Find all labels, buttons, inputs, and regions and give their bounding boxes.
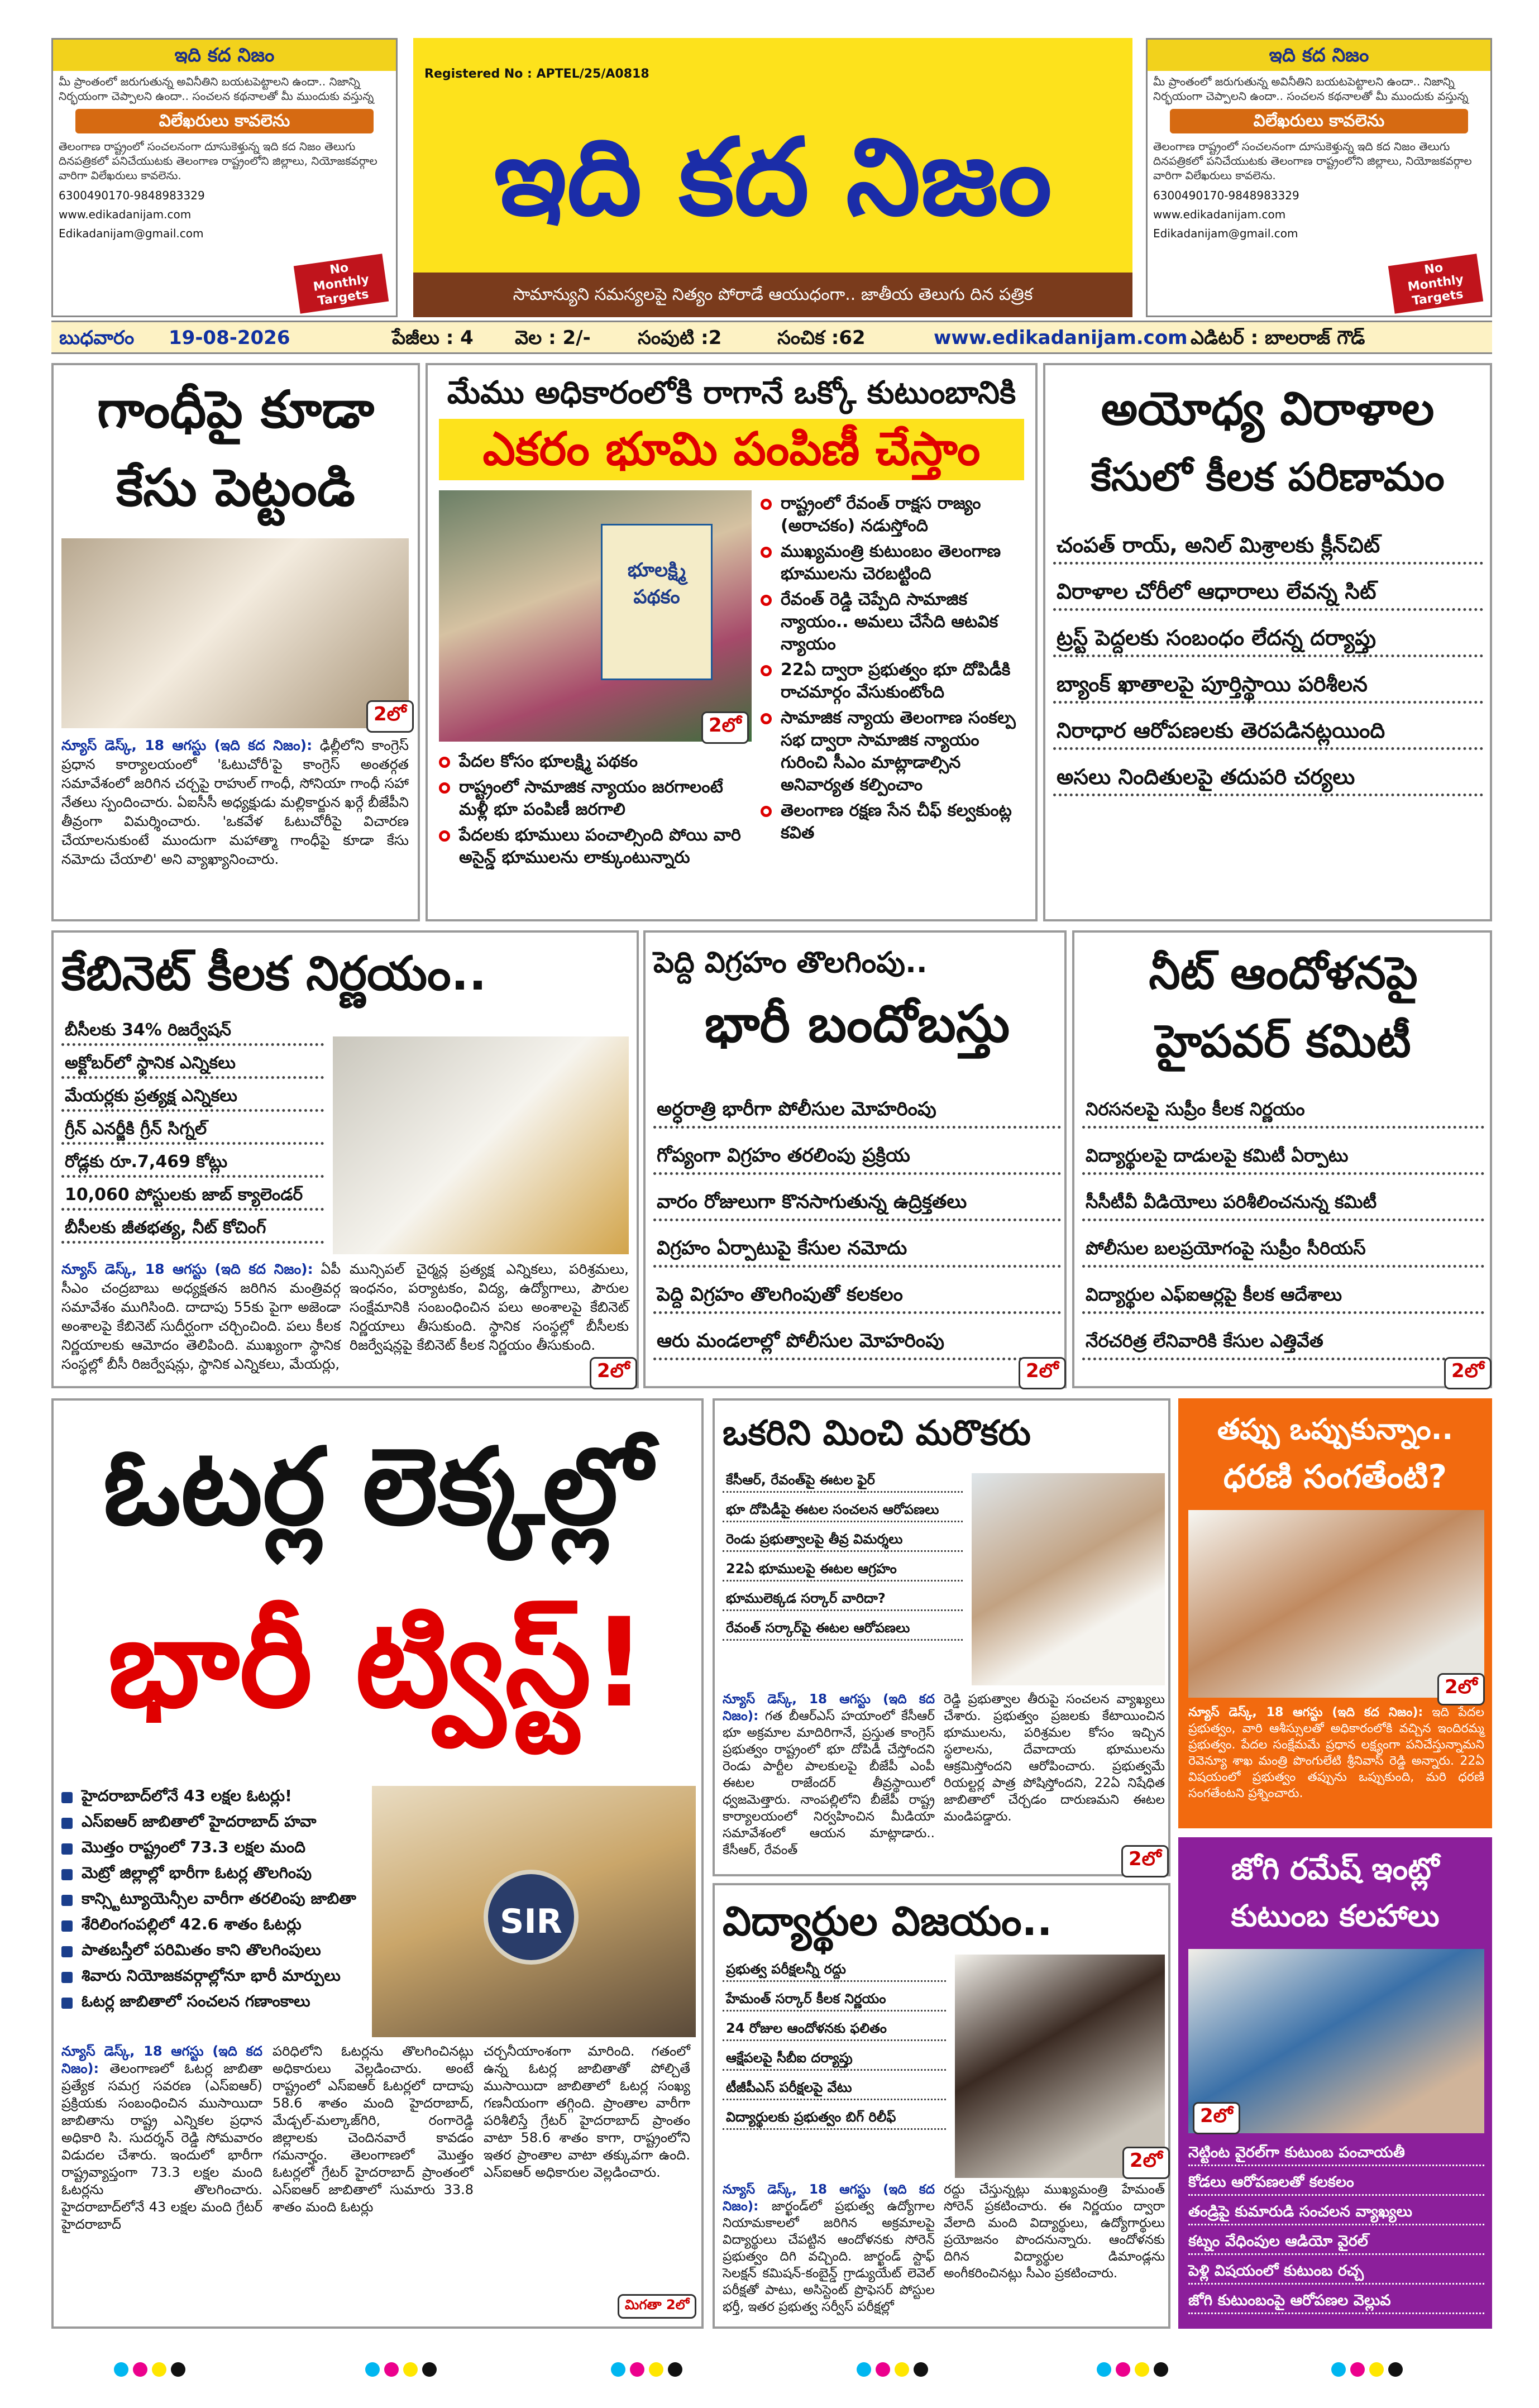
story-line: సీసీటీవీ వీడియోలు పరిశీలించనున్న కమిటీ <box>1082 1184 1484 1221</box>
info-pages: పేజీలు : 4 <box>392 327 474 349</box>
page-ref-badge: 2లో <box>590 1357 637 1389</box>
story-line: అర్ధరాత్రి భారీగా పోలీసుల మోహరింపు <box>653 1091 1061 1129</box>
masthead <box>413 38 1132 317</box>
story9-headline: విద్యార్థుల విజయం.. <box>723 1898 1053 1944</box>
page-ref-badge: మిగతా 2లో <box>618 2294 696 2319</box>
story-line: ఆక్షేపలపై సీబీఐ దర్యాప్తు <box>723 2046 946 2071</box>
info-issue: సంచిక :62 <box>777 327 866 349</box>
ad-email: Edikadanijam@gmail.com <box>59 227 204 240</box>
story2-kicker: మేము అధికారంలోకి రాగానే ఒక్కో కుటుంబానికి <box>447 375 1016 411</box>
story-etala <box>713 1398 1170 1876</box>
story8-headline: ఒకరిని మించి మరొకరు <box>723 1412 1031 1453</box>
cmyk-dots <box>1329 2362 1405 2379</box>
story-line: రెండు ప్రభుత్వాలపై తీవ్ర విమర్శలు <box>723 1527 963 1552</box>
story9-points <box>723 1957 946 2134</box>
story-ayodhya <box>1043 363 1492 921</box>
dateline: న్యూస్ డెస్క్, 18 ఆగస్టు (ఇది కద నిజం): <box>61 1261 313 1277</box>
cmyk-dots <box>363 2362 439 2379</box>
story-line: రేవంత్ సర్కార్‌పై ఈటల ఆరోపణలు <box>723 1616 963 1641</box>
story-line: రోడ్లకు రూ.7,469 కోట్లు <box>61 1148 324 1178</box>
bullet-item: సామాజిక న్యాయ తెలంగాణ సంకల్ప సభ ద్వారా సామాజిక న్యాయం గురించి సీఎం మాట్లాడాల్సిన అనివార్యత కల్పించాం <box>761 707 1029 796</box>
info-bar <box>51 321 1492 354</box>
ad-email: Edikadanijam@gmail.com <box>1153 227 1298 240</box>
info-volume: సంపుటి :2 <box>638 327 722 349</box>
story7-headline-2: భారీ ట్విస్ట్! <box>108 1592 647 1735</box>
story-line: నిరాధార ఆరోపణలకు తెరపడినట్లయింది <box>1053 713 1483 750</box>
story-line: అసలు నిందితులపై తదుపరి చర్యలు <box>1053 759 1483 796</box>
story11-lines <box>1188 2141 1484 2319</box>
story1-body-text: ఢిల్లీలోని కాంగ్రెస్ ప్రధాన కార్యాలయంలో 'ఓటుచోరీ'పై కాంగ్రెస్ అంతర్గత సమావేశంలో జరిగిన చర్చపై రాహుల్ గాంధీ, సోనియా గాంధీ సహా నేతలు స్పందించారు. ఏఐసీసీ అధ్యక్షుడు మల్లికార్జున ఖర్గే బీజేపీని తీవ్రంగా విమర్శించారు. 'ఒకవేళ ఓటుచోరీపై విచారణ చేయాలనుకుంటే ముందుగా మహాత్మా గాంధీపై కూడా కేసు నమోదు చేయాలి' అని వ్యాఖ్యానించారు. <box>61 737 409 867</box>
story7-col3: చర్చనీయాంశంగా మారింది. గతంలో ఉన్న ఓటర్ల జాబితాతో పోల్చితే ముసాయిదా జాబితాలో ఓటర్ల సంఖ్య గణనీయంగా తగ్గింది. ప్రాంతాల వారీగా పరిశీలిస్తే గ్రేటర్ హైదరాబాద్ ప్రాంతం వాటా 58.6 శాతం కాగా, రాష్ట్రంలోని ఇతర ప్రాంతాల వాటా తక్కువగా ఉంది. ఎస్ఐఆర్ అధికారుల వెల్లడించారు. <box>484 2043 690 2180</box>
ad-hire: విలేఖరులు కావలెను <box>1170 109 1468 133</box>
bullet-item: పాతబస్తీలో పరిమితం కాని తొలగింపులు <box>61 1940 363 1960</box>
story-line: విద్యార్థుల ఎఫ్ఐఆర్లపై కీలక ఆదేశాలు <box>1082 1277 1484 1314</box>
story-line: విద్యార్థులపై దాడులపై కమిటీ ఏర్పాటు <box>1082 1138 1484 1175</box>
bullet-item: ముఖ్యమంత్రి కుటుంబం తెలంగాణ భూములను చెరబట్టింది <box>761 541 1029 585</box>
story3-headline-1: అయోధ్య విరాళాల <box>1101 383 1435 436</box>
story-line: హేమంత్ సర్కార్ కీలక నిర్ణయం <box>723 1986 946 2012</box>
story-line: పెద్ది విగ్రహం తొలగింపుతో కలకలం <box>653 1277 1061 1314</box>
poster: భూలక్ష్మి పథకం <box>601 524 713 680</box>
masthead-tagline: సామాన్యుని సమస్యలపై నిత్యం పోరాడే ఆయుధంగా.. జాతీయ తెలుగు దిన పత్రిక <box>413 273 1132 317</box>
story7-graphic <box>372 1786 696 2037</box>
story-line: విద్యార్థులకు ప్రభుత్వం బిగ్ రిలీఫ్ <box>723 2105 946 2130</box>
ad-intro: మీ ప్రాంతంలో జరుగుతున్న అవినీతిని బయటపెట్టాలని ఉందా.. నిజాన్ని నిర్భయంగా చెప్పాలని ఉందా.. సంచలన కథనాలతో మీ ముందుకు వస్తున్న <box>1153 75 1469 103</box>
story-line: బీసీలకు 34% రిజర్వేషన్ <box>61 1016 324 1046</box>
story-line: నెట్టింట వైరల్‌గా కుటుంబ పంచాయతీ <box>1188 2141 1484 2166</box>
story10-body-text: ఇది పేదల ప్రభుత్వం, వారి ఆశీస్సులతో అధికారంలోకి వచ్చిన ఇందిరమ్మ ప్రభుత్వం. పేదల సంక్షేమమే ప్రధాన లక్ష్యంగా పనిచేస్తున్నామని రెవెన్యూ శాఖ మంత్రి పొంగులేటి శ్రీనివాస్ రెడ్డి అన్నారు. 22ఏ విషయంలో ప్రభుత్వం తప్పును ఒప్పుకుంది, మరి ధరణి సంగతేంటని ప్రశ్నించారు. <box>1188 1705 1484 1800</box>
sir-logo: SIR <box>484 1870 579 1965</box>
bullet-item: పేదలకు భూములు పంచాల్సింది పోయి వారి అసైన్డ్ భూములను లాక్కుంటున్నారు <box>439 824 752 869</box>
story8-col2: రెడ్డి ప్రభుత్వాల తీరుపై సంచలన వ్యాఖ్యలు చేశారు. ప్రభుత్వం ప్రజలకు కేటాయించిన భూములను, పరిశ్రమల కోసం ఇచ్చిన స్థలాలను, దేవాదాయ భూములను ఆక్రమిస్తోందని ఆరోపించారు. ప్రభుత్వమే రియల్టర్ల పాత్ర పోషిస్తోందని, 22ఏ నిషేధిత జాబితాలో చేర్చడం దారుణమని ఈటల మండిపడ్డారు. <box>944 1692 1165 1824</box>
story-line: టీజీపీఎస్ పరీక్షలపై వేటు <box>723 2075 946 2100</box>
story4-headline: కేబినెట్ కీలక నిర్ణయం.. <box>61 946 487 1001</box>
story5-kicker: పెద్ది విగ్రహం తొలగింపు.. <box>653 946 928 980</box>
story2-bullets <box>761 493 1029 848</box>
story10-photo <box>1188 1510 1484 1698</box>
print-registration-marks <box>0 2357 1539 2390</box>
story-line: విగ్రహం ఏర్పాటుపై కేసుల నమోదు <box>653 1230 1061 1268</box>
ad-website: www.edikadanijam.com <box>1153 208 1286 221</box>
story9-photo <box>955 1955 1165 2178</box>
bullet-item: మొత్తం రాష్ట్రంలో 73.3 లక్షల మంది <box>61 1837 363 1857</box>
story-line: పెళ్లి విషయంలో కుటుంబ రచ్చ <box>1188 2259 1484 2285</box>
story-line: గోప్యంగా విగ్రహం తరలింపు ప్రక్రియ <box>653 1138 1061 1175</box>
cmyk-dots <box>609 2362 685 2379</box>
story-line: బీసీలకు జీతభత్య, నీట్ కోచింగ్ <box>61 1214 324 1244</box>
story6-lines <box>1082 1091 1484 1369</box>
story9-col2: రద్దు చేస్తున్నట్లు ముఖ్యమంత్రి హేమంత్ సోరెన్ ప్రకటించారు. ఈ నిర్ణయం ద్వారా వేలాది మంది విద్యార్థులు, ఉద్యోగార్థులు ప్రయోజనం పొందనున్నారు. ఆందోళనకు దిగిన విద్యార్థుల డిమాండ్లను అంగీకరించినట్లు సీఎం ప్రకటించారు. <box>944 2182 1165 2281</box>
ad-intro: మీ ప్రాంతంలో జరుగుతున్న అవినీతిని బయటపెట్టాలని ఉందా.. నిజాన్ని నిర్భయంగా చెప్పాలని ఉందా.. సంచలన కథనాలతో మీ ముందుకు వస్తున్న <box>59 75 374 103</box>
story9-col1-text: జార్ఖండ్‌లో ప్రభుత్వ ఉద్యోగాల నియామకాలలో జరిగిన అక్రమాలపై విద్యార్థులు చేపట్టిన ఆందోళనకు సోరెన్ ప్రభుత్వం దిగి వచ్చింది. జార్ఖండ్ స్టాఫ్ సెలక్షన్ కమిషన్-కంబైన్డ్ గ్రాడ్యుయేట్ లెవెల్ పరీక్షతో పాటు, అసిస్టెంట్ ప్రొఫెసర్ పోస్టుల భర్తీ, ఇతర ప్రభుత్వ సర్వీస్ పరీక్షల్లో <box>723 2199 935 2314</box>
bullet-item: ఓటర్ల జాబితాలో సంచలన గణాంకాలు <box>61 1991 363 2012</box>
story11-headline-1: జోగి రమేష్ ఇంట్లో <box>1231 1851 1440 1886</box>
story4-points <box>61 1016 324 1247</box>
story8-col1-text: గత బీఆర్ఎస్ హయాంలో కేసీఆర్ భూ అక్రమాల మాదిరిగానే, ప్రస్తుత కాంగ్రెస్ ప్రభుత్వం రాష్ట్రంలో భూ దోపిడీ చేస్తోందని రెండు పార్టీల పాలకులపై బీజేపీ ఎంపీ ఈటల రాజేందర్ తీవ్రస్థాయిలో ధ్వజమెత్తారు. నాంపల్లిలోని బీజేపీ రాష్ట్ర కార్యాలయంలో నిర్వహించిన మీడియా సమావేశంలో ఆయన మాట్లాడారు.. కేసీఆర్, రేవంత్ <box>723 1709 935 1857</box>
story-line: చంపత్ రాయ్, అనిల్ మిశ్రాలకు క్లీన్‌చిట్ <box>1053 527 1483 565</box>
page-ref-badge: 2లో <box>1121 1845 1169 1877</box>
story-line: కేసీఆర్, రేవంత్‌పై ఈటల ఫైర్ <box>723 1468 963 1493</box>
ad-target-badge: No Monthly Targets <box>294 254 389 313</box>
story-line: మేయర్లకు ప్రత్యక్ష ఎన్నికలు <box>61 1082 324 1112</box>
story2-photo <box>439 490 752 742</box>
story6-headline-1: నీట్ ఆందోళనపై <box>1149 947 1418 999</box>
story10-headline-2: ధరణి సంగతేంటి? <box>1223 1458 1447 1496</box>
page-ref-badge: 2లో <box>1444 1357 1492 1389</box>
story-cabinet <box>51 930 639 1388</box>
masthead-title: ఇది కద నిజం <box>494 116 1052 239</box>
story-line: నేరచరిత్ర లేనివారికి కేసుల ఎత్తివేత <box>1082 1323 1484 1360</box>
story7-col1 <box>61 2043 262 2233</box>
info-price: వెల : 2/- <box>515 327 591 349</box>
story-statue <box>643 930 1067 1388</box>
page-ref-badge: 2లో <box>701 711 749 744</box>
story-line: తండ్రిపై కుమారుడి సంచలన వ్యాఖ్యలు <box>1188 2200 1484 2225</box>
story5-headline: భారీ బందోబస్తు <box>704 994 1010 1054</box>
story7-headline-1: ఓటర్ల లెక్కల్లో <box>103 1425 652 1549</box>
story11-headline-2: కుటుంబ కలహాలు <box>1231 1898 1440 1933</box>
story-line: విరాళాల చోరీలో ఆధారాలు లేవన్న సిట్ <box>1053 574 1483 611</box>
ad-brand: ఇది కద నిజం <box>53 40 396 71</box>
cmyk-dots <box>1094 2362 1170 2379</box>
story-line: భూ దోపిడీపై ఈటల సంచలన ఆరోపణలు <box>723 1497 963 1522</box>
story-line: జోగి కుటుంబంపై ఆరోపణల వెల్లువ <box>1188 2289 1484 2314</box>
story4-photo <box>333 1036 629 1254</box>
bullet-item: పేదల కోసం భూలక్ష్మి పథకం <box>439 751 752 773</box>
story-land-distribution <box>426 363 1038 921</box>
page-ref-badge: 2లో <box>1193 2102 1240 2134</box>
left-ad <box>51 38 398 317</box>
story1-body <box>61 736 409 869</box>
page-ref-badge: 2లో <box>1019 1357 1066 1389</box>
story9-col1 <box>723 2181 935 2315</box>
dateline: న్యూస్ డెస్క్, 18 ఆగస్టు (ఇది కద నిజం): <box>61 737 313 753</box>
bullet-item: శివారు నియోజకవర్గాల్లోనూ భారీ మార్పులు <box>61 1966 363 1986</box>
story-line: 10,060 పోస్టులకు జాబ్ క్యాలెండర్ <box>61 1181 324 1211</box>
story-line: 22ఏ భూములపై ఈటల ఆగ్రహం <box>723 1556 963 1582</box>
story6-headline-2: హైపవర్ కమిటీ <box>1155 1015 1411 1067</box>
story4-body-left-text: ఏపీ సీఎం చంద్రబాబు అధ్యక్షతన జరిగిన మంత్రివర్గ సమావేశం ముగిసింది. దాదాపు 55కు పైగా అజెండా అంశాలపై కేబినెట్ సుదీర్ఘంగా చర్చించింది. పలు కీలక నిర్ణయాలకు ఆమోదం తెలిపింది. ముఖ్యంగా స్థానిక సంస్థల్లో బీసీ రిజర్వేషన్లు, స్థానిక ఎన్నికలు, మేయర్లు, <box>61 1261 341 1372</box>
story4-body-right: మున్సిపల్ చైర్మన్ల ప్రత్యక్ష ఎన్నికలు, పరిశ్రమలు, ఇంధనం, పర్యాటకం, విద్య, ఉద్యోగాలు, పౌరుల సంక్షేమానికి సంబంధించిన పలు అంశాలపై కేబినెట్ నిర్ణయాలు తీసుకుంది. స్థానిక సంస్థల్లో బీసీలకు రిజర్వేషన్లపై కేబినెట్ కీలక నిర్ణయం తీసుకుంది. <box>350 1261 629 1353</box>
story-voters <box>51 1398 704 2329</box>
story10-headline-1: తప్పు ఒప్పుకున్నాం.. <box>1217 1413 1454 1446</box>
bullet-item: రాష్ట్రంలో సామాజిక న్యాయం జరగాలంటే మళ్లీ భూ పంపిణీ జరగాలి <box>439 776 752 821</box>
story-line: బ్యాంక్ ఖాతాలపై పూర్తిస్థాయి పరిశీలన <box>1053 666 1483 704</box>
page-ref-badge: 2లో <box>1437 1673 1485 1705</box>
dateline: న్యూస్ డెస్క్, 18 ఆగస్టు (ఇది కద నిజం): <box>723 1692 935 1723</box>
story-neet <box>1072 930 1492 1388</box>
story-line: 24 రోజుల ఆందోళనకు ఫలితం <box>723 2016 946 2041</box>
bullet-item: తెలంగాణ రక్షణ సేన చీఫ్ కల్వకుంట్ల కవిత <box>761 800 1029 844</box>
bullet-item: 22ఏ ద్వారా ప్రభుత్వం భూ దోపిడీకి రాచమార్గం వేసుకుంటోంది <box>761 659 1029 704</box>
story8-col1 <box>723 1691 935 1858</box>
ad-website: www.edikadanijam.com <box>59 208 192 221</box>
story4-body-left <box>61 1260 341 1374</box>
story-line: గ్రీన్ ఎనర్జీకి గ్రీన్ సిగ్నల్ <box>61 1115 324 1145</box>
bullet-item: ఎస్ఐఆర్ జాబితాలో హైదరాబాద్ హవా <box>61 1812 363 1832</box>
story-line: వారం రోజులుగా కొనసాగుతున్న ఉద్రిక్తతలు <box>653 1184 1061 1221</box>
story8-photo <box>972 1473 1165 1685</box>
story7-col2: పరిధిలోని ఓటర్లను తొలగించినట్లు అధికారులు వెల్లడించారు. అంటే రాష్ట్రంలో ఎస్ఐఆర్ ఓటర్లలో దాదాపు 58.6 శాతం మంది హైదరాబాద్, మేడ్చల్-మల్కాజ్‌గిరి, రంగారెడ్డి జిల్లాలకు చెందినవారే కావడం గమనార్హం. తెలంగాణలో మొత్తం ఓటర్లలో గ్రేటర్ హైదరాబాద్ ప్రాంతంలో ఎస్ఐఆర్ జాబితాలో సుమారు 33.8 శాతం మంది ఓటర్లు <box>273 2043 474 2215</box>
story3-headline-2: కేసులో కీలక పరిణామం <box>1091 454 1445 500</box>
story2-bullets-left <box>439 751 752 872</box>
info-editor: ఎడిటర్ : బాలరాజ్ గౌడ్ <box>1191 327 1365 349</box>
cmyk-dots <box>112 2362 188 2379</box>
bullet-item: శేరిలింగంపల్లిలో 42.6 శాతం ఓటర్లు <box>61 1914 363 1934</box>
bullet-item: కాన్స్టిట్యూయెన్సీల వారీగా తరలింపు జాబితా <box>61 1889 363 1909</box>
story-line: కోడలు ఆరోపణలతో కలకలం <box>1188 2171 1484 2196</box>
info-date: 19-08-2026 <box>169 327 290 349</box>
info-day: బుధవారం <box>59 327 135 349</box>
story7-points <box>61 1786 363 2017</box>
ad-details: తెలంగాణ రాష్ట్రంలో సంచలనంగా దూసుకెళ్తున్న ఇది కద నిజం తెలుగు దినపత్రికలో పనిచేయుటకు తెలంగాణ రాష్ట్రంలోని జిల్లాలు, నియోజకవర్గాల వారిగా విలేఖరులు కావలెను. <box>1153 140 1472 182</box>
story-line: పోలీసుల బలప్రయోగంపై సుప్రీం సీరియస్ <box>1082 1230 1484 1268</box>
dateline: న్యూస్ డెస్క్, 18 ఆగస్టు (ఇది కద నిజం): <box>723 2182 935 2214</box>
info-website: www.edikadanijam.com <box>934 327 1188 349</box>
story-line: నిరసనలపై సుప్రీం కీలక నిర్ణయం <box>1082 1091 1484 1129</box>
story-line: ఆరు మండలాల్లో పోలీసుల మోహరింపు <box>653 1323 1061 1360</box>
story-gandhi <box>51 363 420 921</box>
story10-body <box>1188 1704 1484 1802</box>
story-line: భూములెక్కడ సర్కార్ వారిదా? <box>723 1586 963 1611</box>
story1-headline-1: గాంధీపై కూడా <box>97 380 375 439</box>
story1-photo <box>61 538 409 728</box>
bullet-item: రేవంత్ రెడ్డి చెప్పేది సామాజిక న్యాయం.. అమలు చేసేది ఆటవిక న్యాయం <box>761 589 1029 656</box>
ad-phone: 6300490170-9848983329 <box>59 189 205 202</box>
story8-points <box>723 1468 963 1645</box>
story-line: కట్నం వేధింపుల ఆడియో వైరల్ <box>1188 2230 1484 2255</box>
story7-col1-text: తెలంగాణలో ఓటర్ల జాబితా ప్రత్యేక సమగ్ర సవరణ (ఎస్ఐఆర్) ప్రక్రియకు సంబంధించిన ముసాయిదా జాబితాను రాష్ట్ర ఎన్నికల ప్రధాన అధికారి సి. సుదర్శన్ రెడ్డి సోమవారం విడుదల చేశారు. ఇందులో భారీగా రాష్ట్రవ్యాప్తంగా 73.3 లక్షల మంది ఓటర్లను తొలగించారు. హైదరాబాద్‌లోనే 43 లక్షల మంది గ్రేటర్ హైదరాబాద్ <box>61 2061 262 2232</box>
bullet-item: హైదరాబాద్‌లోనే 43 లక్షల ఓటర్లు! <box>61 1786 363 1806</box>
ad-phone: 6300490170-9848983329 <box>1153 189 1299 202</box>
story-line: ట్రస్ట్ పెద్దలకు సంబంధం లేదన్న దర్యాప్తు <box>1053 620 1483 657</box>
story-line: అక్టోబర్‌లో స్థానిక ఎన్నికలు <box>61 1049 324 1079</box>
story-dharani <box>1178 1398 1492 1828</box>
story5-lines <box>653 1091 1061 1369</box>
dateline: న్యూస్ డెస్క్, 18 ఆగస్టు (ఇది కద నిజం): <box>1188 1705 1423 1719</box>
story-jogi-ramesh <box>1178 1837 1492 2329</box>
registration-number: Registered No : APTEL/25/A0818 <box>424 67 649 81</box>
story-line: ప్రభుత్వ పరీక్షలన్నీ రద్దు <box>723 1957 946 1982</box>
page-ref-badge: 2లో <box>366 700 414 733</box>
ad-brand: ఇది కద నిజం <box>1148 40 1490 71</box>
ad-target-badge: No Monthly Targets <box>1388 254 1483 313</box>
story-students <box>713 1883 1170 2329</box>
story2-headline: ఎకరం భూమి పంపిణీ చేస్తాం <box>439 419 1024 480</box>
story3-lines <box>1053 527 1483 805</box>
cmyk-dots <box>854 2362 930 2379</box>
right-ad <box>1146 38 1492 317</box>
ad-hire: విలేఖరులు కావలెను <box>75 109 374 133</box>
story1-headline-2: కేసు పెట్టండి <box>116 458 355 518</box>
ad-details: తెలంగాణ రాష్ట్రంలో సంచలనంగా దూసుకెళ్తున్న ఇది కద నిజం తెలుగు దినపత్రికలో పనిచేయుటకు తెలంగాణ రాష్ట్రంలోని జిల్లాలు, నియోజకవర్గాల వారిగా విలేఖరులు కావలెను. <box>59 140 377 182</box>
bullet-item: రాష్ట్రంలో రేవంత్ రాక్షస రాజ్యం (అరాచకం) నడుస్తోంది <box>761 493 1029 537</box>
dateline: న్యూస్ డెస్క్, 18 ఆగస్టు (ఇది కద నిజం): <box>61 2043 262 2076</box>
bullet-item: మెట్రో జిల్లాల్లో భారీగా ఓటర్ల తొలగింపు <box>61 1863 363 1883</box>
page-ref-badge: 2లో <box>1122 2147 1170 2179</box>
